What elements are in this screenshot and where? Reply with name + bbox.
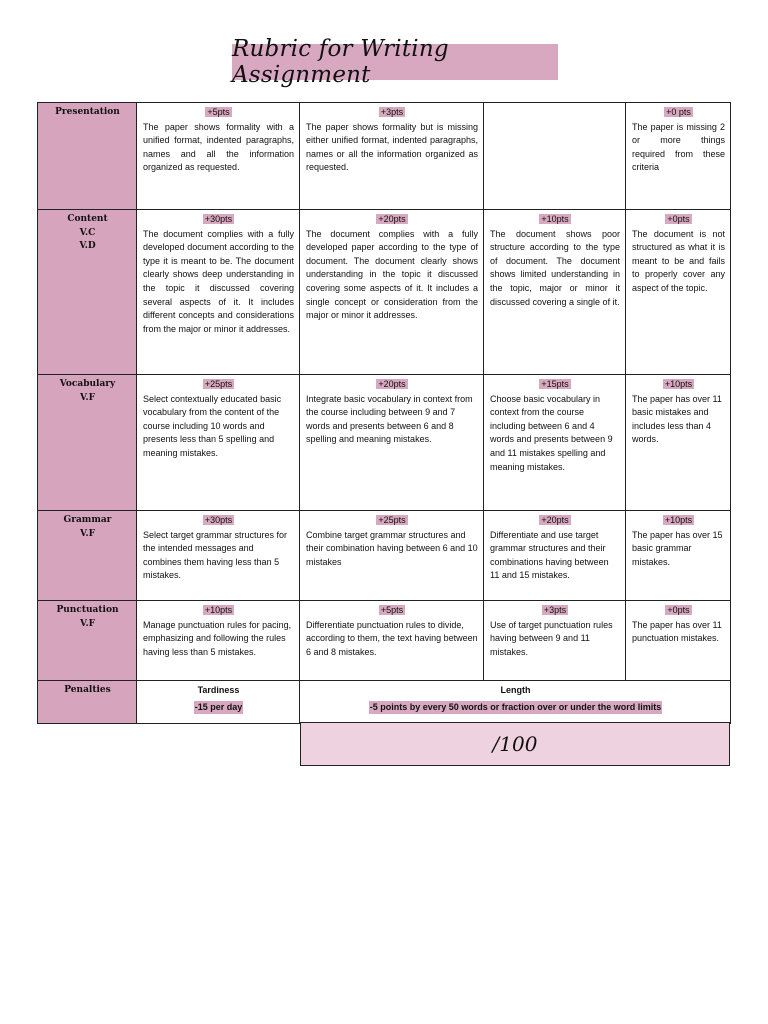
cell-description: Differentiate and use target grammar structures and their combinations having between 11 and 15 mistakes. — [490, 529, 609, 581]
score-cell — [300, 375, 484, 511]
points-badge: +15pts — [541, 379, 569, 389]
score-cell — [137, 511, 300, 601]
tardiness-label: Tardiness — [197, 685, 240, 695]
points-badge: +0pts — [667, 214, 690, 224]
points-badge: +3pts — [543, 605, 567, 615]
criterion-label: Content — [67, 214, 108, 224]
rubric-row-vocabulary — [38, 375, 731, 511]
criterion-content — [38, 210, 137, 375]
criterion-grammar — [38, 511, 137, 601]
score-cell — [626, 103, 731, 210]
length-label: Length — [500, 685, 531, 695]
score-cell — [484, 511, 626, 601]
cell-description: Manage punctuation rules for pacing, emphasizing and following the rules having less than 5 mistakes. — [143, 619, 292, 657]
points-badge: +20pts — [378, 379, 406, 389]
score-cell — [137, 601, 300, 681]
penalties-row — [38, 681, 731, 724]
cell-description: Select contextually educated basic vocabulary from the content of the course including 10 words and presents less than 5 spelling and meaning mistakes. — [143, 393, 282, 458]
cell-description: The document shows poor structure according to the type of document. The document shows limited understanding in the topic, major or minor it discussed covering a single of it. — [490, 228, 620, 307]
cell-description: The paper has over 11 basic mistakes and includes less than 4 words. — [632, 393, 722, 445]
penalty-tardiness — [137, 681, 300, 724]
points-badge: +10pts — [664, 379, 693, 389]
points-badge: +3pts — [380, 107, 404, 117]
cell-description: Select target grammar structures for the intended messages and combines them having less than 5 mistakes. — [143, 529, 288, 581]
points-badge: +25pts — [204, 379, 233, 389]
rubric-row-content — [38, 210, 731, 375]
score-cell — [300, 210, 484, 375]
rubric-row-grammar — [38, 511, 731, 601]
cell-description: The paper has over 11 punctuation mistakes. — [632, 619, 722, 644]
page-title: Rubric for Writing Assignment — [232, 44, 558, 80]
criterion-code: V.F — [80, 528, 95, 539]
cell-description: Use of target punctuation rules having between 9 and 11 mistakes. — [490, 619, 613, 657]
cell-description: Combine target grammar structures and their combination having between 6 and 10 mistakes — [306, 529, 478, 567]
cell-description: The paper has over 15 basic grammar mistakes. — [632, 529, 723, 567]
criterion-label: Punctuation — [56, 605, 119, 615]
cell-description: Integrate basic vocabulary in context from the course including between 9 and 7 words and presents between 6 and 8 spelling and meaning mistakes. — [306, 393, 473, 445]
score-cell — [626, 511, 731, 601]
penalty-length — [300, 681, 731, 724]
cell-description: The paper is missing 2 or more things required from these criteria — [632, 121, 725, 173]
criterion-code: V.D — [79, 241, 96, 252]
criterion-penalties: Penalties — [38, 681, 137, 724]
points-badge: +5pts — [207, 107, 230, 117]
criterion-code: V.C — [79, 227, 96, 238]
cell-description: The document complies with a fully developed paper according to the type of document. The document clearly shows understanding in the topic it discussed covering some aspects of it. It includes a single concept or consideration from the major or minor it addresses. — [306, 228, 478, 321]
points-badge: +5pts — [380, 605, 404, 615]
score-cell — [484, 375, 626, 511]
score-cell — [626, 210, 731, 375]
points-badge: +10pts — [204, 605, 233, 615]
points-badge: +0pts — [667, 605, 690, 615]
score-cell — [300, 601, 484, 681]
score-cell — [626, 601, 731, 681]
score-cell — [484, 210, 626, 375]
cell-description: Choose basic vocabulary in context from the course including between 6 and 4 words and presents between 9 and 11 mistakes spelling and meaning mistakes. — [490, 393, 613, 472]
score-cell — [484, 103, 626, 210]
score-cell — [137, 210, 300, 375]
score-cell — [300, 511, 484, 601]
points-badge: +20pts — [378, 214, 406, 224]
rubric-row-punctuation — [38, 601, 731, 681]
score-cell — [137, 103, 300, 210]
criterion-vocabulary — [38, 375, 137, 511]
score-cell — [484, 601, 626, 681]
score-box: /100 — [300, 722, 730, 766]
points-badge: +30pts — [204, 214, 233, 224]
points-badge: +10pts — [664, 515, 693, 525]
rubric-row-presentation — [38, 103, 731, 210]
criterion-presentation — [38, 103, 137, 210]
criterion-label: Presentation — [55, 107, 120, 117]
score-cell — [300, 103, 484, 210]
score-cell — [626, 375, 731, 511]
rubric-table — [37, 102, 731, 724]
cell-description: The paper shows formality but is missing either unified format, indented paragraphs, names or all the information organized as requested. — [306, 121, 478, 173]
points-badge: +20pts — [541, 515, 569, 525]
cell-description: The document is not structured as what it is meant to be and fails to properly cover any aspect of the topic. — [632, 228, 725, 293]
points-badge: +30pts — [204, 515, 233, 525]
cell-description: The paper shows formality with a unified format, indented paragraphs, names and all the information organized as requested. — [143, 121, 294, 173]
tardiness-value: -15 per day — [194, 701, 244, 715]
criterion-label: Grammar — [63, 515, 112, 525]
length-value: -5 points by every 50 words or fraction over or under the word limits — [369, 701, 663, 715]
points-badge: +0 pts — [666, 107, 691, 117]
criterion-code: V.F — [80, 392, 95, 403]
cell-description: The document complies with a fully developed document according to the type it is meant to be. The document clearly shows deep understanding in the topic it discussed covering several aspects of it. It includes different concepts and considerations from the major or minor it addresses. — [143, 228, 294, 334]
cell-description: Differentiate punctuation rules to divide, according to them, the text having between 6 and 8 mistakes. — [306, 619, 478, 657]
criterion-code: V.F — [80, 618, 95, 629]
points-badge: +25pts — [378, 515, 406, 525]
points-badge: +10pts — [541, 214, 569, 224]
criterion-punctuation — [38, 601, 137, 681]
criterion-label: Vocabulary — [59, 379, 116, 389]
score-cell — [137, 375, 300, 511]
